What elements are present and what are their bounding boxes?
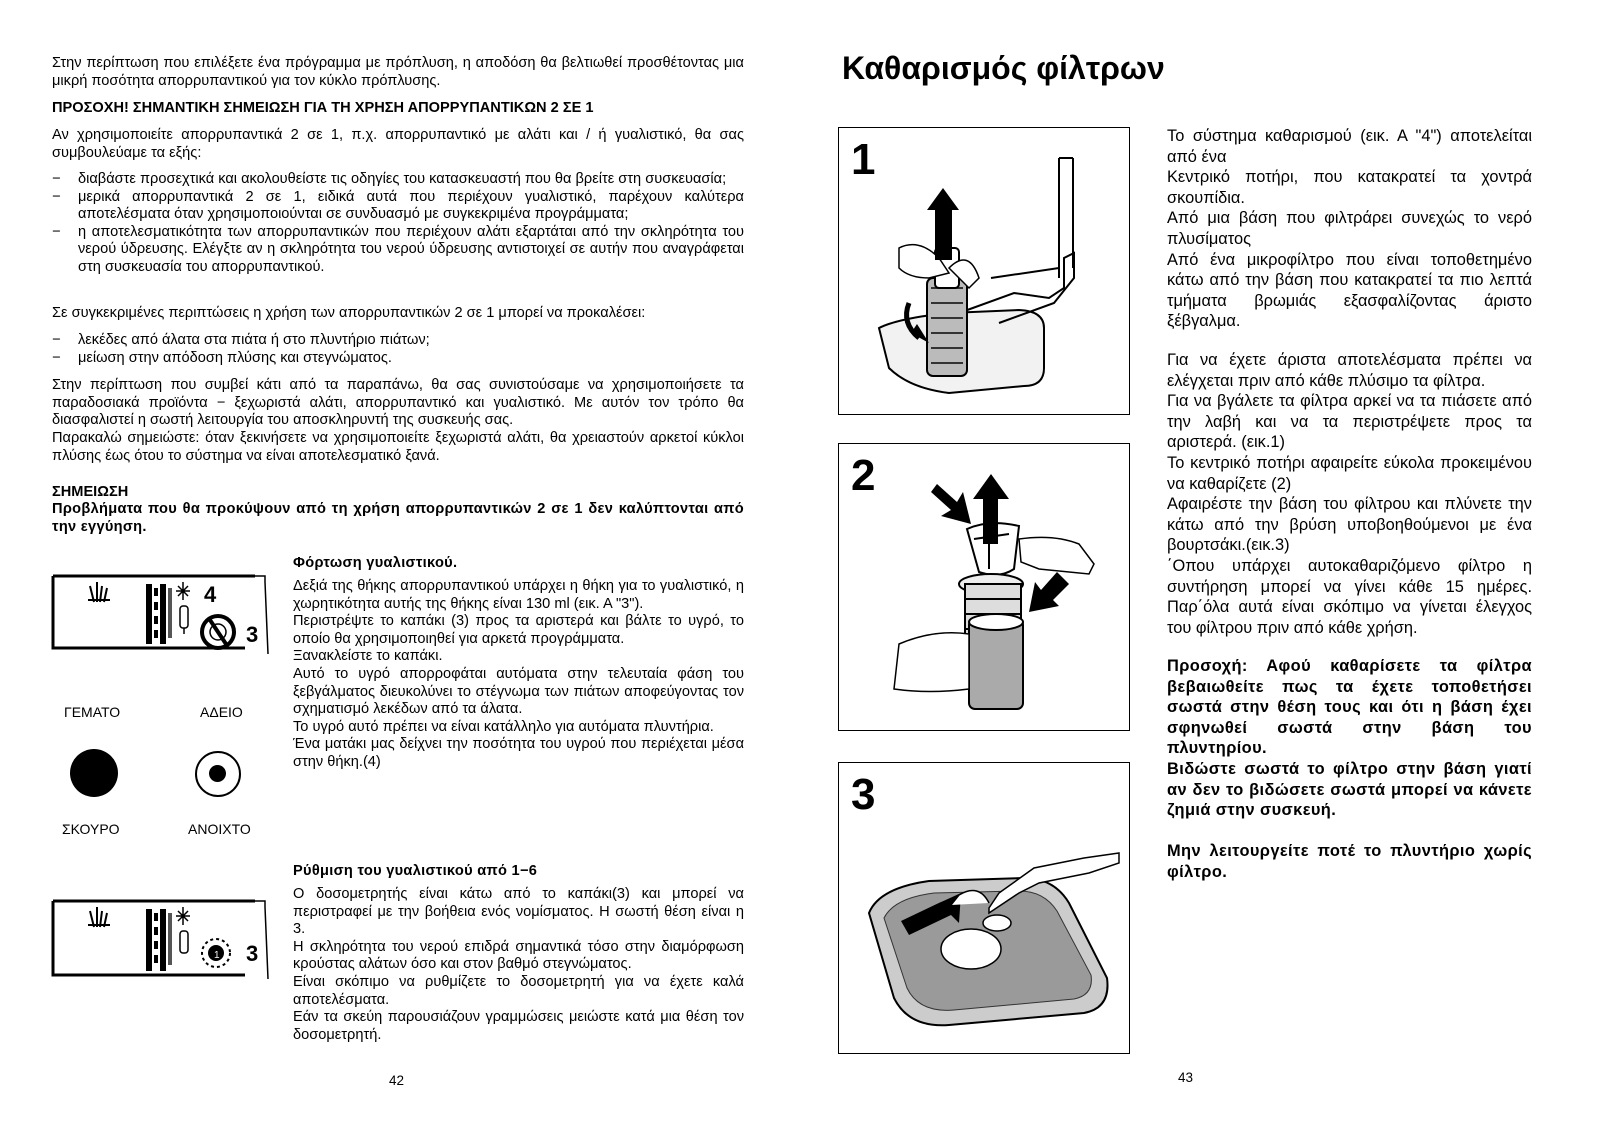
filter-instructions <box>1167 350 1532 638</box>
figure-number: 1 <box>851 135 876 184</box>
figure-number: 3 <box>851 770 876 819</box>
note-text: Προβλήματα που θα προκύψουν από τη χρήση απορρυπαντικών 2 σε 1 δεν καλύπτονται από την εγγύηση. <box>52 501 744 535</box>
paragraph: Από μια βάση που φιλτράρει συνεχώς το νερό πλυσίματος <box>1167 209 1532 248</box>
paragraph: Για να βγάλετε τα φίλτρα αρκεί να τα πιάσετε από την λαβή και να τα περιστρέψετε προς τα αριστερά. (εικ.1) <box>1167 392 1532 452</box>
fig-label-3: 3 <box>246 941 259 966</box>
fig-label-3: 3 <box>246 622 259 647</box>
list-item: − η αποτελεσματικότητα των απορρυπαντικών που περιέχουν αλάτι εξαρτάται από την σκληρότητα του νερού ύδρευσης. Ελέγξτε αν η σκληρότητα του νερού ύδρευσης αντιστοιχεί σε αυτήν που αναγράφεται στη συσκευασία του απορρυπαντικού. <box>52 224 744 277</box>
filter-description <box>1167 126 1532 332</box>
page-number-right: 43 <box>1178 1070 1194 1085</box>
paragraph: Αφαιρέστε την βάση του φίλτρου και πλύνετε την κάτω από την βρύση υποβοηθούμενοι με ένα βουρτσάκι.(εικ.3) <box>1167 495 1532 555</box>
problems-intro: Σε συγκεκριμένες περιπτώσεις η χρήση των απορρυπαντικών 2 σε 1 μπορεί να προκαλέσει: <box>52 305 646 321</box>
filter-warning <box>1167 656 1532 821</box>
paragraph: Δεξιά της θήκης απορρυπαντικού υπάρχει η θήκη για το γυαλιστικό, η χωρητικότητα αυτής της θήκης είναι 130 ml (εικ. Α "3"). <box>293 578 744 612</box>
label-open: ΑΝΟΙΧΤΟ <box>188 821 251 837</box>
warning-heading: ΠΡΟΣΟΧΗ! ΣΗΜΑΝΤΙΚΗ ΣΗΜΕΙΩΣΗ ΓΙΑ ΤΗ ΧΡΗΣΗ ΑΠΟΡΡΥΠΑΝΤΙΚΩΝ 2 ΣΕ 1 <box>52 100 594 116</box>
problems-list <box>52 332 744 367</box>
adjust-heading: Ρύθμιση του γυαλιστικού από 1−6 <box>293 863 538 879</box>
please-note-paragraph: Παρακαλώ σημειώστε: όταν ξεκινήσετε να χρησιμοποιείτε ξεχωριστά αλάτι, θα χρειαστούν αρκετοί κύκλοι πλύσης έως ότου το σύστημα να είναι αποτελεσματικό ξανά. <box>52 430 744 464</box>
paragraph: Προσοχή: Αφού καθαρίσετε τα φίλτρα βεβαιωθείτε πως τα έχετε τοποθετήσει σωστά στην θέση τους και ότι η βάση έχει σφηνωθεί σωστά στην βάση του πλυντηρίου. <box>1167 657 1532 758</box>
adjust-section <box>293 886 744 1044</box>
warning-intro: Αν χρησιμοποιείτε απορρυπαντικά 2 σε 1, π.χ. απορρυπαντικό με αλάτι και / ή γυαλιστικό, θα σας συμβουλεύαμε τα εξής: <box>52 127 744 161</box>
page-number-left: 42 <box>389 1073 405 1088</box>
no-filter-warning: Μην λειτουργείτε ποτέ το πλυντήριο χωρίς φίλτρο. <box>1167 842 1532 881</box>
paragraph: Βιδώστε σωστά το φίλτρο στην βάση γιατί αν δεν το βιδώσετε σωστά μπορεί να κάνετε ζημιά στην συσκευή. <box>1167 759 1532 820</box>
intro-paragraph: Στην περίπτωση που επιλέξετε ένα πρόγραμμα με πρόπλυση, η αποδόση θα βελτιωθεί προσθέτοντας μια μικρή ποσότητα απορρυπαντικού για τον κύκλο πρόπλυσης. <box>52 55 744 89</box>
list-item: − μείωση στην απόδοση πλύσης και στεγνώματος. <box>52 350 744 368</box>
paragraph: Από ένα μικροφίλτρο που είναι τοποθετημένο κάτω από την βάση που κατακρατεί τα πιο λεπτά τμήματα βρωμιάς εξασφαλίζοντας άριστο ξέβγαλμα. <box>1167 250 1532 331</box>
paragraph: Για να έχετε άριστα αποτελέσματα πρέπει να ελέγχεται πριν από κάθε πλύσιμο τα φίλτρα. <box>1167 351 1532 390</box>
paragraph: Το σύστημα καθαρισμού (εικ. Α "4") αποτελείται από ένα <box>1167 127 1532 166</box>
rinse-section <box>293 578 744 772</box>
recommend-paragraph: Στην περίπτωση που συμβεί κάτι από τα παραπάνω, θα σας συνιστούσαμε να χρησιμοποιήσετε τα παραδοσιακά προϊόντα − ξεχωριστά αλάτι, απορρυπαντικό και γυαλιστικό. Με αυτόν τον τρόπο θα διασφαλιστεί η σωστή λειτουργία του αποσκληρυντή της συσκευής σας. <box>52 377 744 429</box>
paragraph: Κεντρικό ποτήρι, που κατακρατεί τα χοντρά σκουπίδια. <box>1167 168 1532 207</box>
paragraph: Το κεντρικό ποτήρι αφαιρείτε εύκολα προκειμένου να καθαρίζετε (2) <box>1167 453 1532 493</box>
paragraph: Ξανακλείστε το καπάκι. <box>293 648 443 665</box>
paragraph: Εάν τα σκεύη παρουσιάζουν γραμμώσεις μειώστε κατά μια θέση τον δοσομετρητή. <box>293 1009 744 1043</box>
page-title: Καθαρισμός φίλτρων <box>842 50 1165 86</box>
note-heading: ΣΗΜΕΙΩΣΗ <box>52 484 129 500</box>
paragraph: Ένα ματάκι μας δείχνει την ποσότητα του υγρού που περιέχεται μέσα στην θήκη.(4) <box>293 736 744 770</box>
indicator-dark-dot <box>70 749 118 797</box>
list-item: − λεκέδες από άλατα στα πιάτα ή στο πλυντήριο πιάτων; <box>52 332 744 350</box>
svg-text:1: 1 <box>214 950 220 961</box>
fig-label-4: 4 <box>204 582 217 607</box>
figure-number: 2 <box>851 451 876 500</box>
rinse-heading: Φόρτωση γυαλιστικού. <box>293 555 458 571</box>
figure-2 <box>838 443 1130 731</box>
paragraph: Το υγρό αυτό πρέπει να είναι κατάλληλο για αυτόματα πλυντήρια. <box>293 718 714 735</box>
label-empty: ΑΔΕΙΟ <box>200 704 243 720</box>
label-full: ΓΕΜΑΤΟ <box>64 704 121 720</box>
paragraph: ΄Οπου υπάρχει αυτοκαθαριζόμενο φίλτρο η συντήρηση μπορεί να γίνει κάθε 15 ημέρες. Παρ΄όλα αυτά είναι σκόπιμο να γίνεται έλεγχος του φίλτρου πριν από κάθε χρήση. <box>1167 556 1532 637</box>
list-item: − διαβάστε προσεχτικά και ακολουθείστε τις οδηγίες του κατασκευαστή που θα βρείτε στη συσκευασία; <box>52 171 744 189</box>
indicator-open-dot <box>195 751 241 797</box>
paragraph: Είναι σκόπιμο να ρυθμίζετε το δοσομετρητή για να έχετε καλά αποτελέσματα. <box>293 973 744 1008</box>
advice-list <box>52 171 744 277</box>
paragraph: Αυτό το υγρό απορροφάται αυτόματα στην τελευταία φάση του ξεβγάλματος διευκολύνει το στέγνωμα των πιάτων αποφεύγοντας τον σχηματισμό λεκέδων από τα άλατα. <box>293 665 744 718</box>
paragraph: Η σκληρότητα του νερού επιδρά σημαντικά τόσο στην διαμόρφωση κρούστας αλάτων όσο και στον βαθμό στεγνώματος. <box>293 938 744 973</box>
paragraph: Ο δοσομετρητής είναι κάτω από το καπάκι(3) και μπορεί να περιστραφεί με την βοήθεια ενός νομίσματος. Η σωστή θέση είναι η 3. <box>293 886 744 938</box>
dosage-dispenser-figure <box>50 895 275 985</box>
paragraph: Περιστρέψτε το καπάκι (3) προς τα αριστερά και βάλτε το υγρό, το οποίο θα χρησιμοποιηθεί για αρκετά προγράμματα. <box>293 613 744 647</box>
label-dark: ΣΚΟΥΡΟ <box>62 821 120 837</box>
rinse-dispenser-figure <box>50 570 275 660</box>
figure-1 <box>838 127 1130 415</box>
figure-3 <box>838 762 1130 1054</box>
list-item: − μερικά απορρυπαντικά 2 σε 1, ειδικά αυτά που περιέχουν γυαλιστικό, παρέχουν καλύτερα αποτελέσματα όταν χρησιμοποιούνται σε συνδυασμό με συγκεκριμένα προγράμματα; <box>52 189 744 224</box>
